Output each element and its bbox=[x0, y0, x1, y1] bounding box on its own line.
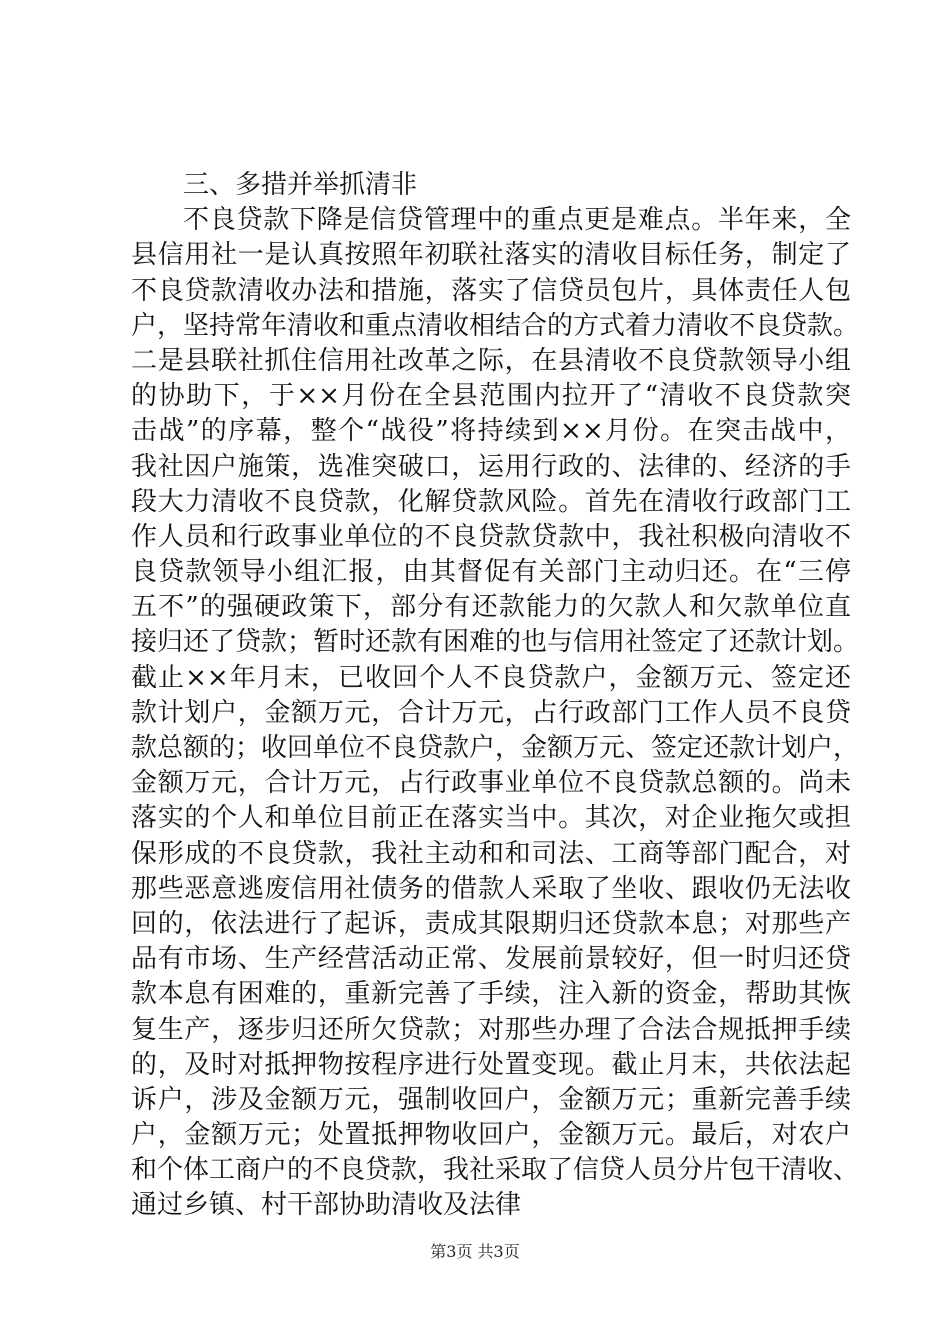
paragraph-line: 我社因户施策，选准突破口，运用行政的、法律的、经济的手 bbox=[131, 451, 851, 482]
paragraph-line: 户，坚持常年清收和重点清收相结合的方式着力清收不良贷款。 bbox=[131, 310, 860, 341]
paragraph-line: 不良贷款清收办法和措施，落实了信贷员包片，具体责任人包 bbox=[131, 275, 851, 306]
paragraph-line: 二是县联社抓住信用社改革之际，在县清收不良贷款领导小组 bbox=[131, 345, 851, 376]
paragraph-line: 县信用社一是认真按照年初联社落实的清收目标任务，制定了 bbox=[131, 240, 851, 271]
paragraph-line: 那些恶意逃废信用社债务的借款人采取了坐收、跟收仍无法收 bbox=[131, 873, 851, 904]
paragraph-line: 品有市场、生产经营活动正常、发展前景较好，但一时归还贷 bbox=[131, 944, 851, 975]
paragraph-line: 保形成的不良贷款，我社主动和和司法、工商等部门配合，对 bbox=[131, 838, 851, 869]
paragraph-line: 的协助下，于××月份在全县范围内拉开了“清收不良贷款突 bbox=[131, 381, 851, 412]
paragraph-line: 不良贷款下降是信贷管理中的重点更是难点。半年来，全 bbox=[183, 205, 851, 236]
paragraph-line: 诉户，涉及金额万元，强制收回户，金额万元；重新完善手续 bbox=[131, 1084, 851, 1115]
paragraph-line: 落实的个人和单位目前正在落实当中。其次，对企业拖欠或担 bbox=[131, 803, 851, 834]
paragraph-line-last: 通过乡镇、村干部协助清收及法律 bbox=[131, 1190, 522, 1221]
paragraph-line: 五不”的强硬政策下，部分有还款能力的欠款人和欠款单位直 bbox=[131, 592, 851, 623]
paragraph-line: 击战”的序幕，整个“战役”将持续到××月份。在突击战中， bbox=[131, 416, 851, 447]
paragraph-line: 和个体工商户的不良贷款，我社采取了信贷人员分片包干清收、 bbox=[131, 1155, 860, 1186]
paragraph-line: 款总额的；收回单位不良贷款户，金额万元、签定还款计划户， bbox=[131, 733, 860, 763]
paragraph-line: 款计划户，金额万元，合计万元，占行政部门工作人员不良贷 bbox=[131, 697, 851, 728]
document-body bbox=[131, 168, 860, 1224]
paragraph-line: 段大力清收不良贷款，化解贷款风险。首先在清收行政部门工 bbox=[131, 486, 851, 517]
paragraph-line: 款本息有困难的，重新完善了手续，注入新的资金，帮助其恢 bbox=[131, 979, 851, 1010]
paragraph-line: 复生产，逐步归还所欠贷款；对那些办理了合法合规抵押手续 bbox=[131, 1014, 851, 1045]
paragraph-line: 金额万元，合计万元，占行政事业单位不良贷款总额的。尚未 bbox=[131, 768, 851, 799]
paragraph-line: 回的，依法进行了起诉，责成其限期归还贷款本息；对那些产 bbox=[131, 908, 851, 939]
page-number-label: 第3页 共3页 bbox=[430, 1242, 520, 1261]
paragraph-line: 户，金额万元；处置抵押物收回户，金额万元。最后，对农户 bbox=[131, 1120, 851, 1151]
paragraph-line: 截止××年月末，已收回个人不良贷款户，金额万元、签定还 bbox=[131, 662, 851, 693]
paragraph-line: 作人员和行政事业单位的不良贷款贷款中，我社积极向清收不 bbox=[131, 521, 851, 552]
page-footer bbox=[0, 1242, 950, 1262]
paragraph-line: 的，及时对抵押物按程序进行处置变现。截止月末，共依法起 bbox=[131, 1049, 851, 1080]
paragraph-line: 良贷款领导小组汇报，由其督促有关部门主动归还。在“三停 bbox=[131, 557, 851, 588]
paragraph-line: 接归还了贷款；暂时还款有困难的也与信用社签定了还款计划。 bbox=[131, 627, 860, 658]
section-heading: 三、多措并举抓清非 bbox=[183, 170, 418, 200]
